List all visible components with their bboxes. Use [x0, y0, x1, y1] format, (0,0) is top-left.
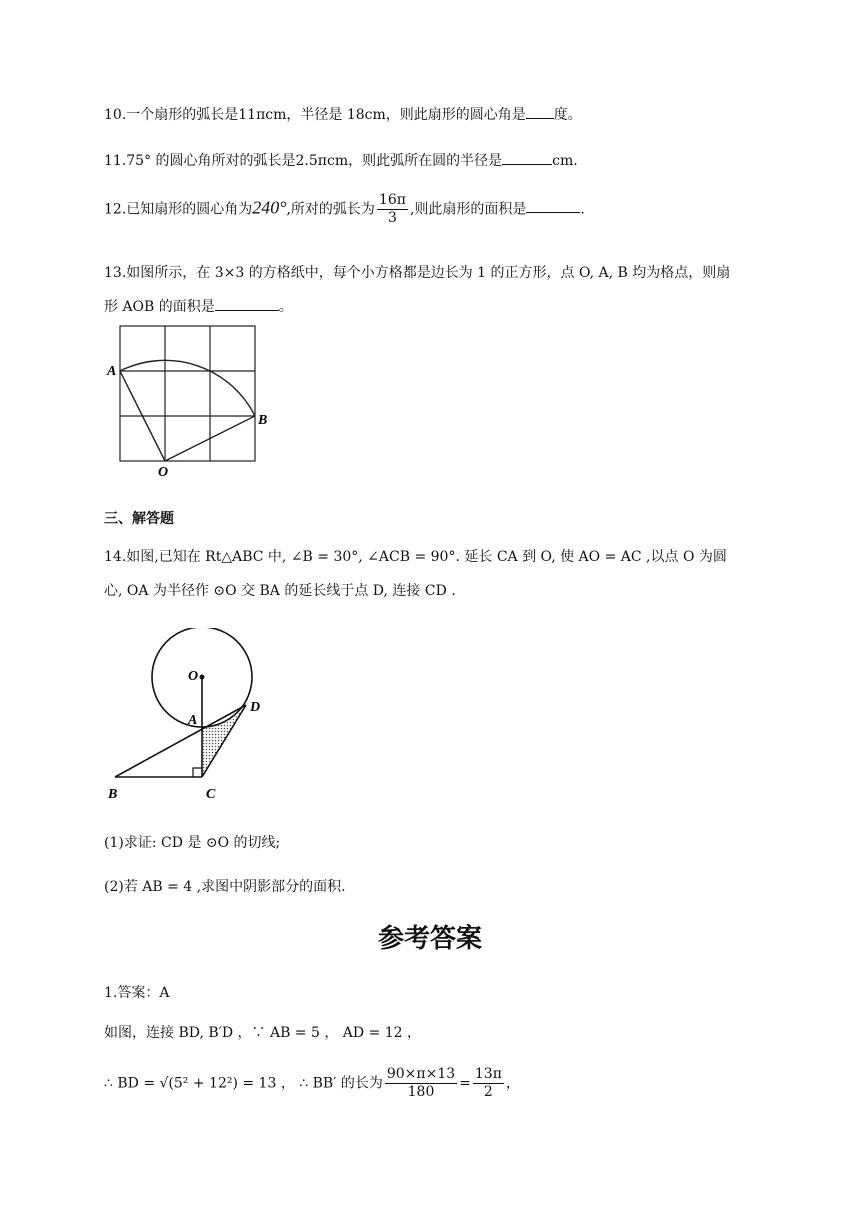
question-14-part2: (2)若 AB = 4 ,求图中阴影部分的面积. [104, 879, 346, 895]
question-14-line1: 14.如图,已知在 Rt△ABC 中, ∠B = 30°, ∠ACB = 90°. 延长 CA 到 O, 使 AO = AC ,以点 O 为圆 [104, 549, 727, 565]
answer-fraction-1 [385, 1066, 457, 1101]
answer-fraction-2 [473, 1066, 504, 1101]
center-point [200, 675, 205, 680]
frac1-num: 90×π×13 [386, 1066, 456, 1082]
question-11 [104, 150, 578, 170]
q12-text-d: . [580, 201, 585, 218]
answer-end: ， [505, 1075, 520, 1092]
q12-frac-den: 3 [387, 209, 397, 226]
frac2-den: 2 [483, 1083, 493, 1100]
point-o-label: O [158, 465, 169, 480]
frac1-den: 180 [407, 1083, 435, 1100]
answer-text: ∴ BD = √(5² + 12²) = 13 ， ∴ BB′ 的长为 [104, 1075, 383, 1092]
question-13-line2 [104, 296, 293, 316]
question-10 [104, 104, 582, 124]
section-heading: 三、解答题 [104, 511, 174, 527]
answer-1-line3 [104, 1066, 520, 1101]
question-12 [104, 192, 585, 227]
frac2-num: 13π [474, 1066, 502, 1082]
q10-text: 10.一个扇形的弧长是11πcm，半径是 18cm，则此扇形的圆心角是 [104, 107, 526, 123]
point-a-label: A [107, 364, 117, 379]
q12-angle: 240° [252, 197, 287, 218]
answer-blank [526, 212, 580, 213]
q13-text: 形 AOB 的面积是 [104, 299, 215, 315]
question-13-line1: 13.如图所示，在 3×3 的方格纸中，每个小方格都是边长为 1 的正方形，点 O, A, B 均为格点，则扇 [104, 265, 731, 281]
point-b-label: B [108, 787, 118, 802]
question-14-part1: (1)求证: CD 是 ⊙O 的切线; [104, 835, 281, 851]
point-c-label: C [206, 787, 216, 802]
point-b-label: B [258, 413, 268, 428]
answer-blank [502, 164, 552, 165]
answer-1: 1.答案：A [104, 985, 170, 1001]
answer-1-line2: 如图，连接 BD, B′D ，∵ AB = 5 ， AD = 12 ， [104, 1025, 422, 1041]
q12-text: 12.已知扇形的圆心角为 [104, 201, 253, 218]
q13-tail: 。 [278, 299, 293, 315]
point-a-label: A [188, 713, 198, 728]
point-d-label: D [250, 700, 261, 715]
question-14-line2: 心, OA 为半径作 ⊙O 交 BA 的延长线于点 D, 连接 CD . [104, 583, 456, 599]
answer-blank [215, 310, 279, 311]
point-o-label: O [188, 669, 199, 684]
q12-fraction [377, 192, 408, 227]
q12-text-c: ,则此扇形的面积是 [409, 201, 527, 218]
q11-text: 11.75° 的圆心角所对的弧长是2.5πcm，则此弧所在圆的半径是 [104, 153, 503, 169]
answers-title: 参考答案 [377, 924, 482, 954]
circle-figure [100, 628, 280, 808]
q10-tail: 度。 [553, 107, 582, 123]
answer-blank [526, 118, 554, 119]
grid-figure [100, 318, 280, 480]
q12-frac-num: 16π [378, 192, 406, 208]
q12-text-b: ,所对的弧长为 [286, 201, 375, 218]
q11-tail: cm. [552, 153, 578, 169]
equals-sign: = [459, 1075, 471, 1092]
